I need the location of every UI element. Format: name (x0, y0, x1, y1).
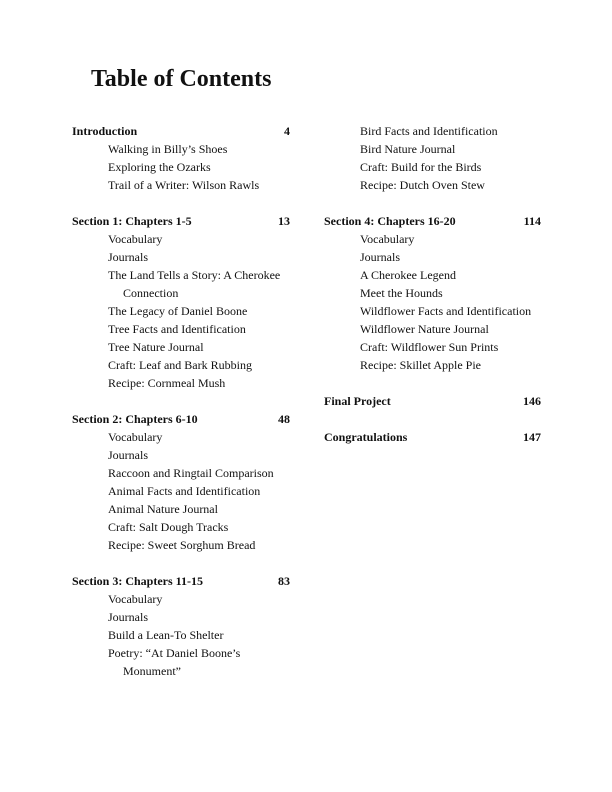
toc-entry-text: Wildflower Nature Journal (360, 322, 489, 336)
toc-entry (72, 248, 290, 266)
toc-entry (72, 428, 290, 446)
toc-entry-text: Raccoon and Ringtail Comparison (108, 466, 274, 480)
toc-entry-text: Walking in Billy’s Shoes (108, 142, 228, 156)
toc-entry-text: Recipe: Dutch Oven Stew (360, 178, 485, 192)
section-title: Congratulations (324, 430, 408, 444)
toc-entry-text: Exploring the Ozarks (108, 160, 211, 174)
toc-entry (72, 590, 290, 608)
entry-list (324, 122, 541, 194)
toc-right-column (324, 122, 541, 464)
toc-entry (72, 374, 290, 392)
section-page-number: 13 (278, 214, 290, 228)
toc-entry-text: Tree Facts and Identification (108, 322, 246, 336)
toc-section (324, 212, 541, 374)
toc-entry (324, 302, 541, 320)
toc-entry-text: Animal Nature Journal (108, 502, 218, 516)
toc-section-continued (324, 122, 541, 194)
toc-entry-text: Recipe: Cornmeal Mush (108, 376, 226, 390)
toc-entry-text: Craft: Wildflower Sun Prints (360, 340, 499, 354)
section-page-number: 147 (523, 430, 541, 444)
toc-entry (324, 176, 541, 194)
toc-section (324, 392, 541, 410)
toc-entry-text: Vocabulary (108, 232, 163, 246)
toc-entry (72, 302, 290, 320)
toc-entry (72, 464, 290, 482)
toc-entry (72, 482, 290, 500)
section-title: Section 4: Chapters 16-20 (324, 214, 456, 228)
toc-entry (324, 230, 541, 248)
section-title: Final Project (324, 394, 391, 408)
toc-entry (324, 122, 541, 140)
section-page-number: 146 (523, 394, 541, 408)
section-page-number: 4 (284, 124, 290, 138)
toc-entry (72, 158, 290, 176)
section-page-number: 48 (278, 412, 290, 426)
toc-entry-text: Craft: Salt Dough Tracks (108, 520, 229, 534)
section-page-number: 83 (278, 574, 290, 588)
toc-entry-text: Bird Nature Journal (360, 142, 456, 156)
toc-entry (72, 518, 290, 536)
toc-section (324, 428, 541, 446)
toc-section (72, 122, 290, 194)
toc-entry (72, 266, 290, 302)
entry-list (72, 140, 290, 194)
section-heading-row (324, 428, 541, 446)
entry-list (324, 230, 541, 374)
toc-entry-text: Journals (108, 250, 148, 264)
toc-entry (324, 248, 541, 266)
toc-entry-continuation: Connection (123, 286, 179, 300)
toc-entry-text: Bird Facts and Identification (360, 124, 498, 138)
toc-entry (324, 356, 541, 374)
toc-entry-text: Poetry: “At Daniel Boone’s (108, 646, 241, 660)
toc-entry-text: Journals (360, 250, 400, 264)
toc-entry-text: Trail of a Writer: Wilson Rawls (108, 178, 260, 192)
toc-entry-text: Vocabulary (360, 232, 415, 246)
section-title: Section 2: Chapters 6-10 (72, 412, 198, 426)
page-title: Table of Contents (91, 66, 272, 92)
toc-entry-continuation: Monument” (123, 664, 181, 678)
entry-list (72, 590, 290, 680)
toc-entry (324, 140, 541, 158)
toc-entry-text: Craft: Build for the Birds (360, 160, 482, 174)
toc-entry-text: Recipe: Skillet Apple Pie (360, 358, 481, 372)
section-title: Section 3: Chapters 11-15 (72, 574, 203, 588)
toc-entry (324, 266, 541, 284)
toc-entry-text: The Legacy of Daniel Boone (108, 304, 248, 318)
section-heading-row (72, 410, 290, 428)
toc-entry-text: The Land Tells a Story: A Cherokee (108, 268, 281, 282)
toc-entry-text: Meet the Hounds (360, 286, 443, 300)
toc-entry-text: Vocabulary (108, 592, 163, 606)
toc-section (72, 572, 290, 680)
toc-entry-text: Tree Nature Journal (108, 340, 204, 354)
section-title: Section 1: Chapters 1-5 (72, 214, 192, 228)
toc-entry (72, 446, 290, 464)
toc-entry (72, 338, 290, 356)
toc-entry (324, 320, 541, 338)
toc-entry-text: Build a Lean-To Shelter (108, 628, 224, 642)
toc-entry (72, 500, 290, 518)
section-heading-row (72, 122, 290, 140)
toc-section (72, 212, 290, 392)
toc-entry (72, 644, 290, 680)
entry-list (72, 230, 290, 392)
section-heading-row (324, 392, 541, 410)
toc-entry (72, 176, 290, 194)
toc-entry (324, 338, 541, 356)
toc-entry-text: A Cherokee Legend (360, 268, 456, 282)
section-heading-row (72, 572, 290, 590)
toc-entry (72, 608, 290, 626)
toc-entry-text: Journals (108, 610, 148, 624)
toc-entry (72, 140, 290, 158)
toc-entry (72, 356, 290, 374)
entry-list (72, 428, 290, 554)
toc-entry-text: Animal Facts and Identification (108, 484, 261, 498)
toc-entry-text: Vocabulary (108, 430, 163, 444)
toc-entry-text: Craft: Leaf and Bark Rubbing (108, 358, 252, 372)
toc-entry (72, 320, 290, 338)
toc-entry-text: Wildflower Facts and Identification (360, 304, 532, 318)
toc-entry (324, 158, 541, 176)
section-title: Introduction (72, 124, 138, 138)
section-heading-row (72, 212, 290, 230)
section-heading-row (324, 212, 541, 230)
section-page-number: 114 (523, 214, 541, 228)
toc-entry (324, 284, 541, 302)
toc-entry (72, 230, 290, 248)
toc-entry (72, 536, 290, 554)
toc-section (72, 410, 290, 554)
toc-entry-text: Journals (108, 448, 148, 462)
toc-entry (72, 626, 290, 644)
toc-entry-text: Recipe: Sweet Sorghum Bread (108, 538, 256, 552)
toc-left-column (72, 122, 290, 698)
